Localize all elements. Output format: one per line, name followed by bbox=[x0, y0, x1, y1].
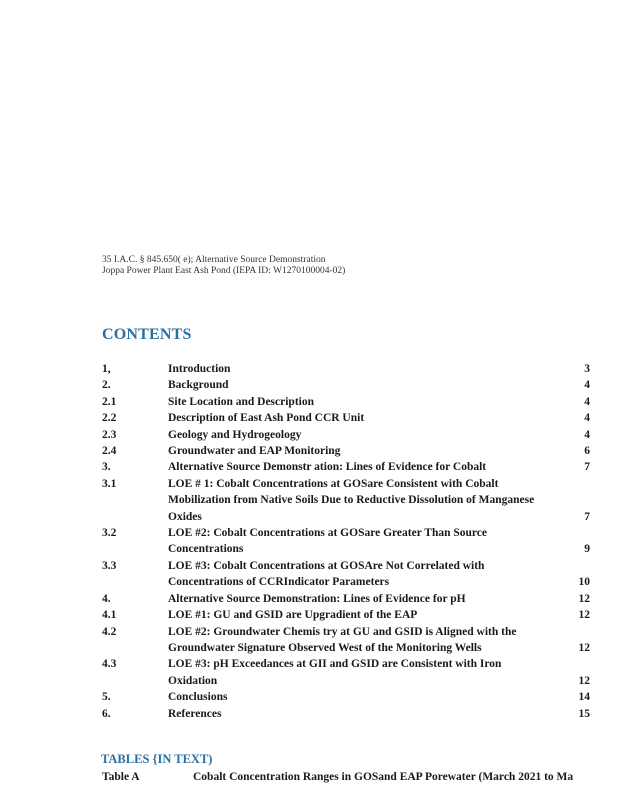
toc-entry-title: LOE #3: Cobalt Concentrations at GOSAre Not Correlated with Concentrations of CCRIndicator Parameters bbox=[168, 559, 485, 589]
toc-entry[interactable] bbox=[102, 591, 602, 607]
toc-entry-number: 2. bbox=[102, 379, 111, 392]
toc-entry[interactable] bbox=[102, 394, 602, 410]
toc-entry-page: 3 bbox=[584, 363, 590, 375]
toc-entry[interactable] bbox=[102, 656, 602, 689]
toc-entry-number: 3.1 bbox=[102, 477, 117, 490]
document-header bbox=[102, 255, 345, 277]
toc-entry-title: Alternative Source Demonstr ation: Lines of Evidence for Cobalt bbox=[168, 461, 487, 474]
toc-entry-page: 10 bbox=[578, 576, 590, 589]
toc-entry-page: 12 bbox=[578, 609, 590, 622]
toc-entry-title: Groundwater and EAP Monitoring bbox=[168, 445, 341, 458]
toc-entry-page: 6 bbox=[584, 445, 590, 458]
toc-entry[interactable] bbox=[102, 558, 602, 591]
toc-entry-page: 7 bbox=[584, 510, 590, 523]
toc-entry-page: 14 bbox=[578, 691, 590, 704]
toc-entry-number: 2.4 bbox=[102, 445, 117, 458]
header-site-line: Joppa Power Plant East Ash Pond (IEPA ID: W1270100004-02) bbox=[102, 266, 346, 276]
toc-entry[interactable] bbox=[102, 427, 602, 443]
table-title: Cobalt Concentration Ranges in GOSand EAP Porewater (March 2021 to Ma bbox=[193, 771, 574, 783]
toc-entry-number: 4.2 bbox=[102, 625, 117, 638]
toc-entry[interactable] bbox=[102, 459, 602, 475]
toc-entry-number: 3. bbox=[102, 461, 111, 474]
toc-entry[interactable] bbox=[102, 476, 602, 525]
toc-entry-page: 12 bbox=[578, 592, 590, 605]
tables-heading: TABLES {IN TEXT) bbox=[101, 752, 213, 766]
toc-entry-page: 4 bbox=[584, 379, 590, 392]
toc-entry[interactable] bbox=[102, 706, 602, 722]
toc-entry[interactable] bbox=[102, 443, 602, 459]
toc-entry-number: 2.2 bbox=[102, 412, 117, 425]
toc-entry-page: 12 bbox=[578, 674, 590, 687]
toc-entry-title: LOE #3: pH Exceedances at GII and GSID are Consistent with Iron Oxidation bbox=[168, 658, 502, 687]
toc-entry[interactable] bbox=[102, 377, 602, 393]
toc-entry-title: Introduction bbox=[168, 363, 231, 375]
toc-entry-title: References bbox=[168, 707, 222, 720]
toc-entry-number: 4.1 bbox=[102, 609, 117, 622]
toc-entry-page: 4 bbox=[584, 395, 590, 408]
toc-entry-title: Alternative Source Demonstration: Lines of Evidence for pH bbox=[168, 592, 466, 605]
toc-entry-page: 4 bbox=[584, 412, 590, 425]
contents-heading: CONTENTS bbox=[102, 326, 192, 343]
toc-entry[interactable] bbox=[102, 410, 602, 426]
toc-entry-title: Conclusions bbox=[168, 691, 228, 704]
toc-entry[interactable] bbox=[102, 689, 602, 705]
toc-entry-page: 12 bbox=[578, 641, 590, 654]
toc-entry-number: 2.3 bbox=[102, 428, 117, 441]
toc-entry-page: 15 bbox=[578, 707, 590, 720]
toc-entry-number: 5. bbox=[102, 691, 111, 704]
toc-entry[interactable] bbox=[102, 607, 602, 623]
toc-entry-number: 4. bbox=[102, 592, 111, 605]
toc-entry[interactable] bbox=[102, 525, 602, 558]
toc-entry-title: LOE #1: GU and GSID are Upgradient of the EAP bbox=[168, 609, 418, 622]
toc-entry[interactable] bbox=[102, 624, 602, 657]
toc-entry-title: Site Location and Description bbox=[168, 395, 314, 408]
toc-entry[interactable] bbox=[102, 361, 602, 377]
toc-entry-number: 3.2 bbox=[102, 527, 117, 540]
toc-entry-title: Geology and Hydrogeology bbox=[168, 428, 302, 441]
toc-entry-number: 4.3 bbox=[102, 658, 117, 671]
toc-entry-page: 4 bbox=[584, 428, 590, 441]
toc-entry-title: LOE #2: Groundwater Chemis try at GU and GSID is Aligned with the Groundwater Signature Observed West of the Monitoring Wells bbox=[168, 625, 517, 654]
toc-entry-title: Background bbox=[168, 379, 229, 392]
table-of-contents bbox=[102, 361, 602, 722]
toc-entry-title: Description of East Ash Pond CCR Unit bbox=[168, 412, 365, 425]
toc-entry-page: 7 bbox=[584, 461, 590, 474]
table-list-item bbox=[102, 771, 574, 783]
toc-entry-number: 1, bbox=[102, 363, 111, 375]
toc-entry-title: LOE #2: Cobalt Concentrations at GOSare Greater Than Source Concentrations bbox=[168, 527, 488, 556]
table-label: Table A bbox=[102, 771, 140, 783]
toc-entry-number: 2.1 bbox=[102, 395, 117, 408]
toc-entry-number: 3.3 bbox=[102, 559, 117, 572]
toc-entry-page: 9 bbox=[584, 543, 590, 556]
header-regulation-line: 35 I.A.C. § 845.650( e); Alternative Source Demonstration bbox=[102, 255, 326, 265]
toc-entry-title: LOE # 1: Cobalt Concentrations at GOSare Consistent with Cobalt Mobilization from Native Soils Due to Reductive Dissolution of Manganese Oxides bbox=[168, 477, 535, 523]
toc-entry-number: 6. bbox=[102, 707, 111, 720]
